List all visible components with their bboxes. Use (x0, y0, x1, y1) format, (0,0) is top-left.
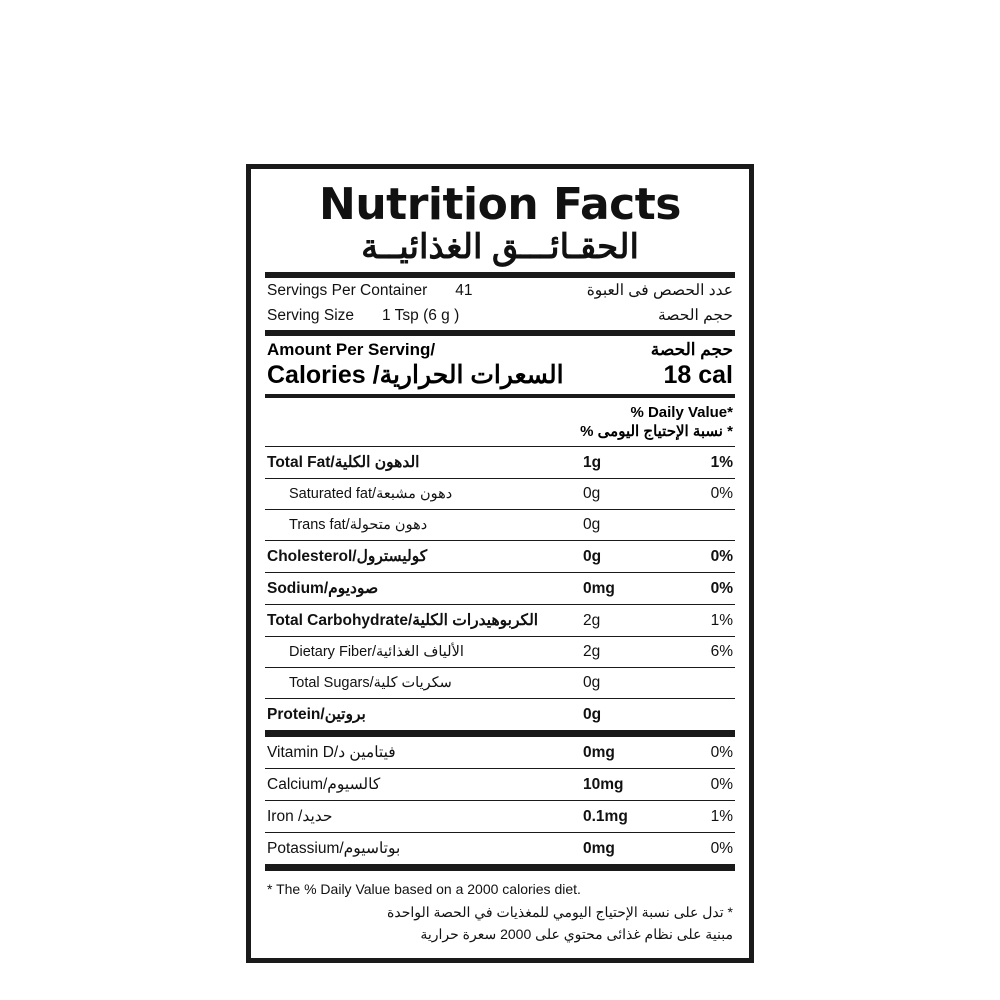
label-inner (251, 169, 749, 958)
divider-above-footnote (265, 864, 735, 871)
nutrient-name (267, 547, 583, 566)
nutrient-name-ar: كوليسترول (356, 548, 428, 566)
daily-value-header (265, 398, 735, 446)
nutrient-name-en: Vitamin D/ (267, 744, 339, 762)
nutrient-name (267, 839, 583, 858)
nutrient-name (267, 675, 583, 691)
nutrient-name-en: Sodium/ (267, 580, 329, 598)
serving-size-left (267, 307, 459, 325)
servings-per-container-value: 41 (455, 282, 473, 300)
table-row (265, 605, 735, 636)
calories-label-en: Calories / (267, 361, 380, 390)
nutrient-name-en: Cholesterol/ (267, 548, 357, 566)
calories-row (265, 360, 735, 394)
nutrient-name-en: Iron / (267, 808, 303, 826)
nutrient-daily-value: 1% (710, 808, 733, 826)
servings-per-container-left (267, 282, 473, 300)
daily-value-label-ar: * نسبة الإحتياج اليومى % (580, 423, 733, 441)
nutrient-name-ar: صوديوم (328, 580, 379, 598)
nutrient-daily-value: 6% (710, 643, 733, 661)
nutrient-name (267, 579, 583, 598)
nutrient-name-ar: بروتين (324, 706, 366, 724)
table-row (265, 479, 735, 509)
nutrient-name-ar: سكريات كلية (373, 675, 452, 692)
table-row (265, 737, 735, 768)
nutrient-name-en: Protein/ (267, 706, 325, 724)
table-row (265, 699, 735, 730)
nutrient-rows (265, 447, 735, 730)
servings-per-container-label: Servings Per Container (267, 282, 428, 300)
nutrient-amount: 0g (583, 674, 601, 692)
nutrient-daily-value: 0% (710, 840, 733, 858)
nutrient-amount: 0mg (583, 840, 615, 858)
nutrient-name-en: Total Sugars/ (289, 675, 374, 692)
nutrient-amount: 0g (583, 485, 601, 503)
nutrient-name-en: Calcium/ (267, 776, 328, 794)
nutrient-name-ar: بوتاسيوم (343, 840, 401, 858)
nutrient-name-en: Dietary Fiber/ (289, 644, 377, 661)
nutrient-name (267, 611, 583, 630)
servings-per-container-row (265, 278, 735, 303)
nutrient-name-ar: دهون متحولة (349, 517, 428, 534)
table-row (265, 637, 735, 667)
label-title-en: Nutrition Facts (319, 179, 681, 230)
label-title-ar: الحقـائـــق الغذائيــة (361, 228, 639, 266)
nutrient-daily-value: 0% (710, 548, 733, 566)
nutrient-name (267, 486, 583, 502)
nutrient-name-en: Total Fat/ (267, 454, 335, 472)
table-row (265, 573, 735, 604)
amount-per-serving-row (265, 336, 735, 360)
vitamin-rows (265, 737, 735, 864)
nutrient-name-ar: الدهون الكلية (334, 454, 420, 472)
serving-size-row (265, 303, 735, 328)
table-row (265, 668, 735, 698)
nutrient-name (267, 644, 583, 660)
serving-size-label-ar: حجم الحصة (658, 307, 733, 325)
nutrient-name-ar: حديد (302, 808, 333, 826)
amount-per-serving-label-en: Amount Per Serving/ (267, 340, 436, 360)
amount-per-serving-label-ar: حجم الحصة (650, 340, 733, 360)
footnote-ar-line-2: مبنية على نظام غذائى محتوي على 2000 سعرة حرارية (420, 925, 733, 942)
nutrient-name-en: Potassium/ (267, 840, 344, 858)
nutrient-daily-value: 1% (710, 612, 733, 630)
footnote-ar-line-1: * تدل على نسبة الإحتياج اليومي للمغذيات في الحصة الواحدة (387, 903, 733, 920)
nutrient-name-ar: الكربوهيدرات الكلية (412, 612, 539, 630)
nutrient-amount: 1g (583, 454, 602, 472)
nutrient-name-en: Total Carbohydrate/ (267, 612, 413, 630)
nutrient-name (267, 705, 583, 724)
nutrient-amount: 2g (583, 612, 601, 630)
nutrient-daily-value: 0% (710, 744, 733, 762)
calories-label-ar: السعرات الحرارية (379, 361, 564, 390)
nutrient-name (267, 743, 583, 762)
nutrient-daily-value: 0% (710, 580, 733, 598)
nutrient-name-ar: كالسيوم (327, 776, 381, 794)
nutrient-daily-value: 1% (710, 454, 733, 472)
table-row (265, 447, 735, 478)
nutrient-amount: 0.1mg (583, 808, 628, 826)
nutrient-amount: 0mg (583, 580, 615, 598)
table-row (265, 541, 735, 572)
nutrient-amount: 0g (583, 548, 602, 566)
nutrient-name (267, 517, 583, 533)
serving-size-label: Serving Size (267, 307, 355, 325)
calories-value: 18 cal (663, 361, 733, 390)
nutrient-name (267, 807, 583, 826)
nutrient-daily-value: 0% (710, 776, 733, 794)
divider-above-vitamins (265, 730, 735, 737)
table-row (265, 801, 735, 832)
table-row (265, 769, 735, 800)
nutrition-facts-label (246, 164, 754, 963)
daily-value-label-en: % Daily Value* (630, 404, 733, 422)
nutrient-name (267, 453, 583, 472)
nutrient-name-ar: دهون مشبعة (376, 486, 453, 503)
calories-label (267, 360, 564, 390)
table-row (265, 510, 735, 540)
servings-per-container-label-ar: عدد الحصص فى العبوة (586, 282, 733, 300)
nutrient-amount: 0g (583, 706, 602, 724)
serving-size-value: 1 Tsp (6 g ) (382, 307, 460, 325)
nutrient-name-ar: فيتامين د (338, 744, 396, 762)
nutrient-amount: 0g (583, 516, 601, 534)
nutrient-amount: 10mg (583, 776, 624, 794)
nutrient-amount: 2g (583, 643, 601, 661)
footnote (265, 871, 735, 948)
nutrient-daily-value: 0% (710, 485, 733, 503)
nutrient-name-en: Saturated fat/ (289, 486, 377, 503)
nutrient-name-ar: الألياف الغذائية (376, 644, 464, 661)
nutrient-amount: 0mg (583, 744, 615, 762)
nutrient-name-en: Trans fat/ (289, 517, 350, 534)
calories-section (265, 336, 735, 394)
footnote-en: * The % Daily Value based on a 2000 calories diet. (267, 881, 581, 898)
table-row (265, 833, 735, 864)
servings-section (265, 278, 735, 328)
nutrient-name (267, 775, 583, 794)
